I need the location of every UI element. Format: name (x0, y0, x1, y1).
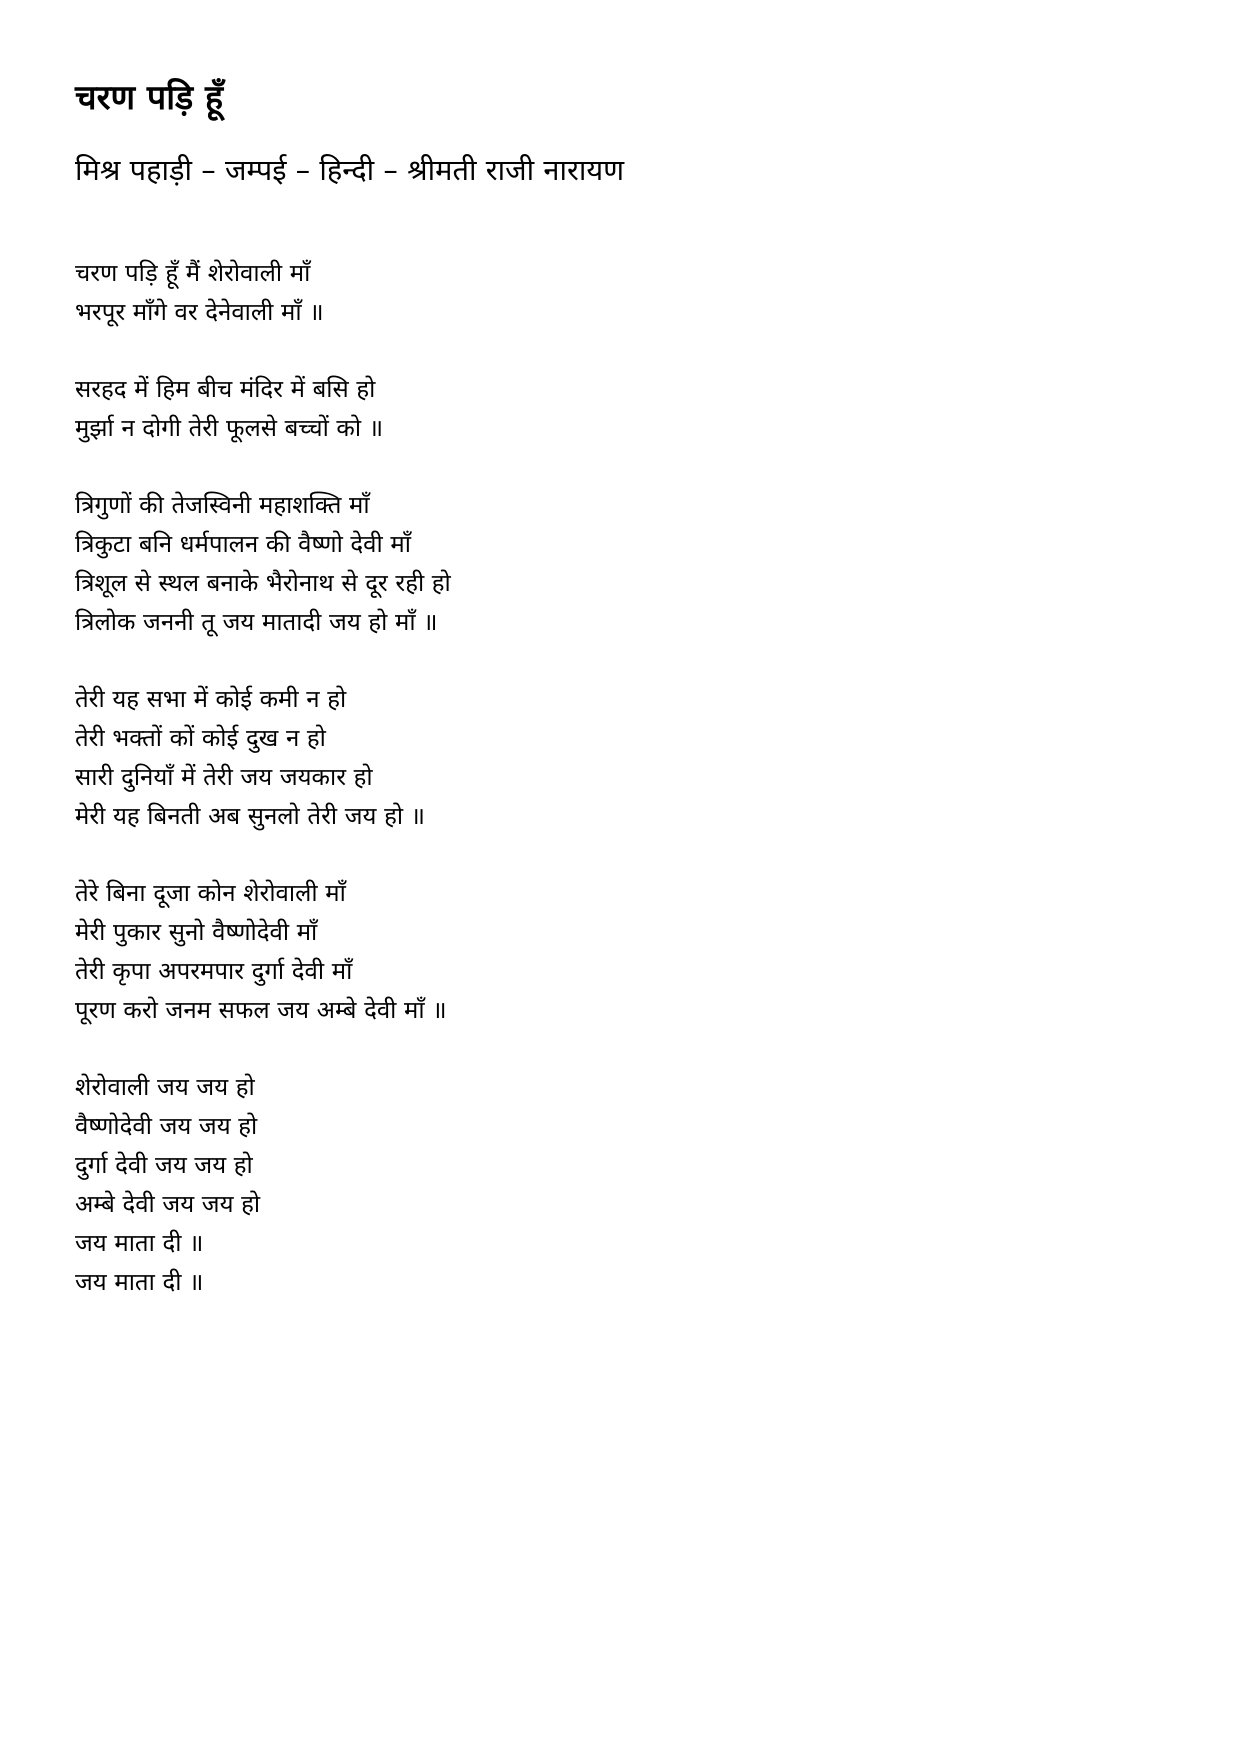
lyric-line: भरपूर माँगे वर देनेवाली माँ ॥ (75, 298, 324, 326)
stanza (75, 370, 1175, 448)
stanza (75, 874, 1175, 1030)
lyric-line: तेरी भक्तों कों कोई दुख न हो (75, 724, 326, 752)
lyric-line: मेरी यह बिनती अब सुनलो तेरी जय हो ॥ (75, 802, 426, 830)
stanza (75, 680, 1175, 836)
lyric-line: सरहद में हिम बीच मंदिर में बसि हो (75, 375, 376, 403)
stanza (75, 1068, 1175, 1302)
document-page (75, 70, 1175, 1340)
lyric-line: मुर्झा न दोगी तेरी फूलसे बच्चों को ॥ (75, 414, 384, 442)
lyric-line: त्रिकुटा बनि धर्मपालन की वैष्णो देवी माँ (75, 530, 411, 558)
lyric-line: पूरण करो जनम सफल जय अम्बे देवी माँ ॥ (75, 996, 447, 1024)
lyric-line: चरण पड़ि हूँ मैं शेरोवाली माँ (75, 259, 311, 287)
lyric-line: सारी दुनियाँ में तेरी जय जयकार हो (75, 763, 373, 791)
lyric-line: शेरोवाली जय जय हो (75, 1073, 255, 1101)
lyric-line: वैष्णोदेवी जय जय हो (75, 1112, 258, 1140)
lyric-line: त्रिगुणों की तेजस्विनी महाशक्ति माँ (75, 491, 370, 519)
lyric-line: दुर्गा देवी जय जय हो (75, 1151, 253, 1179)
lyric-line: जय माता दी ॥ (75, 1229, 204, 1257)
lyric-line: तेरी यह सभा में कोई कमी न हो (75, 685, 347, 713)
stanza (75, 254, 1175, 332)
lyric-line: अम्बे देवी जय जय हो (75, 1190, 261, 1218)
lyric-line: तेरे बिना दूजा कोन शेरोवाली माँ (75, 879, 346, 907)
lyric-line: जय माता दी ॥ (75, 1268, 204, 1296)
song-subtitle: मिश्र पहाड़ी – जम्पई – हिन्दी – श्रीमती राजी नारायण (75, 153, 625, 187)
lyric-line: तेरी कृपा अपरमपार दुर्गा देवी माँ (75, 957, 353, 985)
song-title: चरण पड़ि हूँ (75, 78, 224, 118)
lyric-line: त्रिशूल से स्थल बनाके भैरोनाथ से दूर रही हो (75, 569, 451, 597)
lyric-line: त्रिलोक जननी तू जय मातादी जय हो माँ ॥ (75, 608, 438, 636)
lyric-line: मेरी पुकार सुनो वैष्णोदेवी माँ (75, 918, 318, 946)
stanza (75, 486, 1175, 642)
lyrics (75, 254, 1175, 1302)
